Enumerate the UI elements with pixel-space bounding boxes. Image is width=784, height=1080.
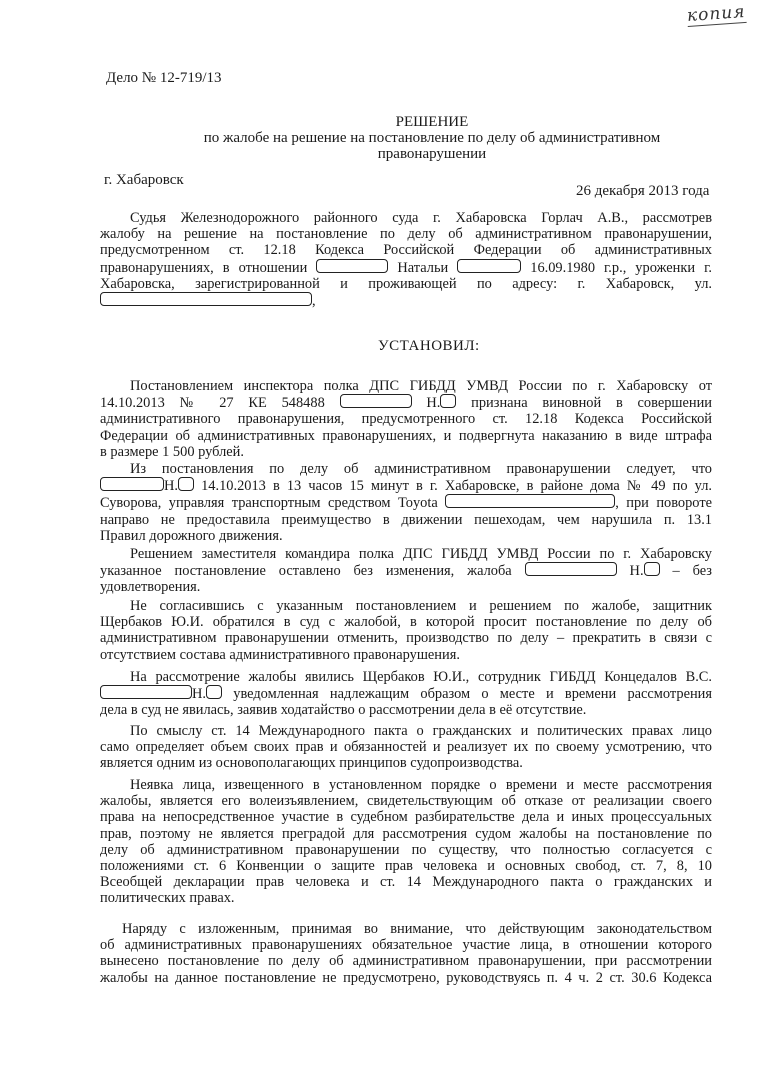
intro-paragraph: Судья Железнодорожного районного суда г. Хабаровска Горлач А.В., рассмотрев жалобу на решение на постановление по делу об административном правонарушении, предусмотренном ст. 12.18 Кодекса Российской Федерации об административных правонарушениях, в отношении Натальи 16.09.1980 г.р., уроженки г. Хабаровска, зарегистрированной и проживающей по адресу: г. Хабаровск, ул. , [100, 210, 712, 310]
redacted-name [525, 562, 617, 576]
paragraph-4: Не согласившись с указанным постановлением и решением по жалобе, защитник Щербаков Ю.И. обратился в суд с жалобой, в которой просит постановление по делу об административном правонарушении отменить, производство по делу – прекратить в связи с отсутствием состава административного правонарушения. [100, 598, 712, 663]
paragraph-7: Неявка лица, извещенного в установленном порядке о времени и месте рассмотрения жалобы, является его волеизъявлением, свидетельствующим об отказе от реализации своего права на непосредственное участие в судебном разбирательстве дела и иных процессуальных прав, поэтому не является преградой для рассмотрения судом жалобы на постановление по делу об административном правонарушении по существу, что полностью согласуется с положениями ст. 6 Конвенции о защите прав человека и основных свобод, ст. 7, 8, 10 Всеобщей декларации прав человека и ст. 14 Международного пакта о гражданских и политических правах. [100, 777, 712, 907]
document-title: РЕШЕНИЕ [395, 114, 469, 130]
paragraph-1: Постановлением инспектора полка ДПС ГИБДД УМВД России по г. Хабаровску от 14.10.2013 № 27 КЕ 548488 Н. признана виновной в совершении административного правонарушения, предусмотренного ст. 12.18 Кодекса Российской Федерации об административных правонарушениях, и подвергнута наказанию в виде штрафа в размере 1 500 рублей. [100, 378, 712, 460]
redacted-initial [644, 562, 660, 576]
redacted-initial [206, 685, 222, 699]
redacted-name [100, 685, 192, 699]
redacted-vehicle-plate [445, 494, 615, 508]
intro-line-with-redactions: правонарушениях, в отношении Натальи 16.09.1980 г.р., уроженки г. [100, 259, 712, 276]
redacted-address [100, 292, 312, 306]
copy-stamp: копия [686, 1, 747, 27]
redacted-name [340, 394, 412, 408]
case-number: Дело № 12-719/13 [106, 70, 222, 86]
paragraph-6: По смыслу ст. 14 Международного пакта о гражданских и политических правах лицо само определяет объем своих прав и обязанностей и реализует их по своему усмотрению, что является одним из основополагающих принципов судопроизводства. [100, 723, 712, 772]
redacted-initial [178, 477, 194, 491]
redacted-surname [316, 259, 388, 273]
paragraph-5: На рассмотрение жалобы явились Щербаков Ю.И., сотрудник ГИБДД Концедалов В.С. Н. уведомленная надлежащим образом о месте и времени рассмотрения дела в суд не явилась, заявив ходатайство о рассмотрении дела в её отсутствие. [100, 669, 712, 719]
paragraph-3: Решением заместителя командира полка ДПС ГИБДД УМВД России по г. Хабаровску указанное постановление оставлено без изменения, жалоба Н. – без удовлетворения. [100, 546, 712, 596]
redacted-name [100, 477, 164, 491]
paragraph-2: Из постановления по делу об административном правонарушении следует, что Н. 14.10.2013 в 13 часов 15 минут в г. Хабаровске, в районе дома № 49 по ул. Суворова, управляя транспортным средством Toyota , при повороте направо не предоставила преимущество в движении пешеходам, чем нарушила п. 13.1 Правил дорожного движения. [100, 461, 712, 544]
city: г. Хабаровск [104, 172, 184, 188]
redacted-initial [440, 394, 456, 408]
document-subtitle-line-1: по жалобе на решение на постановление по делу об административном [203, 130, 661, 146]
document-subtitle-line-2: правонарушении [377, 146, 487, 162]
decision-date: 26 декабря 2013 года [576, 183, 710, 199]
section-title: УСТАНОВИЛ: [378, 338, 480, 354]
paragraph-8: Наряду с изложенным, принимая во внимание, что действующим законодательством об административных правонарушениях обязательное участие лица, в отношении которого вынесено постановление по делу об административном правонарушении, при рассмотрении жалобы на данное постановление не предусмотрено, руководствуясь п. 4 ч. 2 ст. 30.6 Кодекса [100, 921, 712, 986]
redacted-patronymic [457, 259, 521, 273]
